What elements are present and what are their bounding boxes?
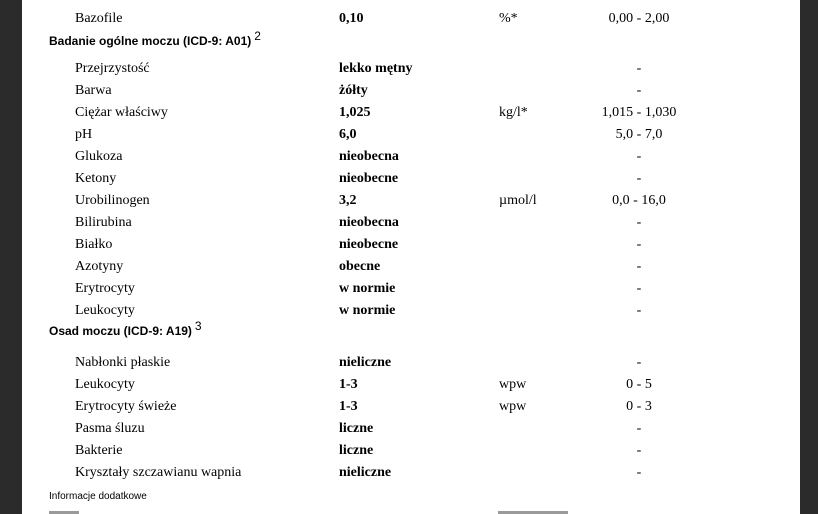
test-name: Leukocyty [75, 377, 135, 392]
test-value: nieobecna [339, 215, 399, 230]
result-row [22, 103, 800, 123]
test-value: lekko mętny [339, 61, 413, 76]
section-header-urinalysis [49, 31, 261, 51]
test-name: Erytrocyty [75, 281, 135, 296]
footnote-marker: 2 [254, 29, 261, 43]
test-reference-range: - [636, 83, 642, 98]
test-value: 1,025 [339, 105, 371, 120]
test-unit: µmol/l [499, 193, 537, 208]
test-value: żółty [339, 83, 368, 98]
additional-info-label: Informacje dodatkowe [49, 491, 147, 502]
test-reference-range: - [636, 61, 642, 76]
test-value: liczne [339, 443, 374, 458]
test-value: 6,0 [339, 127, 357, 142]
test-reference-range: 0 - 5 [626, 377, 652, 392]
test-reference-range: - [636, 259, 642, 274]
result-row-bazofile [22, 9, 800, 29]
test-reference-range: 0 - 3 [626, 399, 652, 414]
test-value: obecne [339, 259, 381, 274]
test-name: Barwa [75, 83, 112, 98]
test-reference-range: - [636, 281, 642, 296]
result-row [22, 301, 800, 321]
test-name: Bilirubina [75, 215, 132, 230]
footnote-marker: 3 [194, 319, 202, 333]
test-value: 1-3 [339, 399, 358, 414]
test-reference-range: 5,0 - 7,0 [615, 127, 663, 142]
test-reference-range: - [636, 465, 642, 480]
result-row [22, 463, 800, 483]
test-name: Przejrzystość [75, 61, 150, 76]
test-reference-range: 1,015 - 1,030 [601, 105, 677, 120]
test-reference-range: 0,00 - 2,00 [608, 11, 670, 26]
lab-report-page [22, 0, 800, 514]
result-row [22, 213, 800, 233]
section-header-urine-sediment [49, 321, 202, 341]
test-name: Pasma śluzu [75, 421, 145, 436]
test-name: Erytrocyty świeże [75, 399, 177, 414]
result-row [22, 191, 800, 211]
test-value: 1-3 [339, 377, 358, 392]
test-value: nieobecna [339, 149, 399, 164]
result-row [22, 125, 800, 145]
result-row [22, 353, 800, 373]
result-row [22, 147, 800, 167]
test-name: Bakterie [75, 443, 123, 458]
result-row [22, 375, 800, 395]
result-row [22, 279, 800, 299]
result-row [22, 419, 800, 439]
test-unit: %* [499, 11, 518, 26]
test-name: Nabłonki płaskie [75, 355, 171, 370]
test-reference-range: - [636, 171, 642, 186]
test-reference-range: - [636, 149, 642, 164]
test-value: nieobecne [339, 237, 399, 252]
section-title: Badanie ogólne moczu (ICD-9: A01) [49, 34, 252, 48]
test-name: Białko [75, 237, 113, 252]
test-value: w normie [339, 303, 396, 318]
test-value: liczne [339, 421, 374, 436]
test-unit: kg/l* [499, 105, 528, 120]
result-row [22, 257, 800, 277]
test-name: Ciężar właściwy [75, 105, 168, 120]
test-name: Ketony [75, 171, 117, 186]
test-name: Bazofile [75, 11, 123, 26]
result-row [22, 169, 800, 189]
test-reference-range: - [636, 355, 642, 370]
test-reference-range: - [636, 421, 642, 436]
result-row [22, 441, 800, 461]
test-name: pH [75, 127, 93, 142]
result-row [22, 235, 800, 255]
test-value: 3,2 [339, 193, 357, 208]
test-value: nieliczne [339, 465, 392, 480]
result-row [22, 59, 800, 79]
test-name: Leukocyty [75, 303, 135, 318]
test-value: 0,10 [339, 11, 364, 26]
result-row [22, 81, 800, 101]
result-row [22, 397, 800, 417]
test-reference-range: - [636, 443, 642, 458]
test-reference-range: - [636, 237, 642, 252]
test-unit: wpw [499, 399, 527, 414]
test-reference-range: 0,0 - 16,0 [612, 193, 666, 208]
test-reference-range: - [636, 215, 642, 230]
section-title: Osad moczu (ICD-9: A19) [49, 324, 192, 338]
test-name: Azotyny [75, 259, 124, 274]
test-value: nieobecne [339, 171, 399, 186]
test-name: Urobilinogen [75, 193, 150, 208]
test-name: Glukoza [75, 149, 123, 164]
test-value: nieliczne [339, 355, 392, 370]
test-value: w normie [339, 281, 396, 296]
test-name: Kryształy szczawianu wapnia [75, 465, 242, 480]
test-reference-range: - [636, 303, 642, 318]
test-unit: wpw [499, 377, 527, 392]
